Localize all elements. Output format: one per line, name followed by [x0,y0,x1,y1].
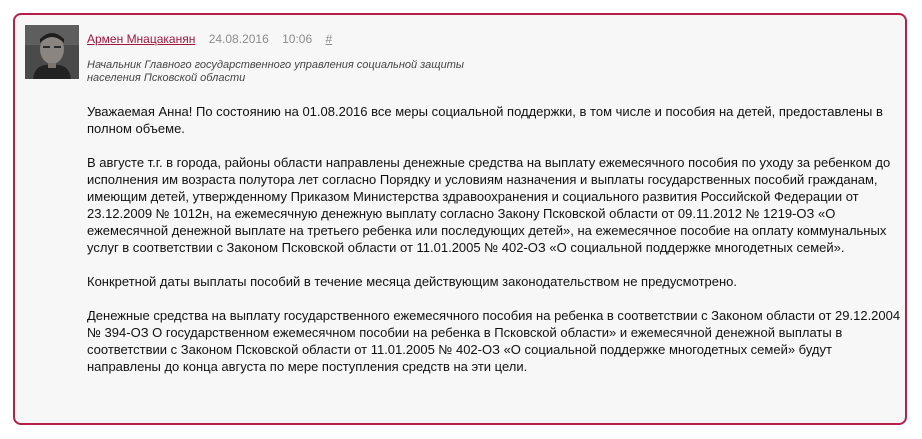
comment-paragraph: Уважаемая Анна! По состоянию на 01.08.2016 все меры социальной поддержки, в том числе и пособия на детей, предоставлены в полном объеме. [87,104,883,136]
comment-header [87,31,332,47]
comment-body [87,103,902,375]
comment-paragraph: В августе т.г. в города, районы области направлены денежные средства на выплату ежемесячного пособия по уходу за ребенком до исполнения им возраста полутора лет согласно Порядку и условиям назначения и выплаты государственных пособий гражданам, имеющим детей, утвержденному Приказом Министерства здравоохранения и социального развития Российской Федерации от 23.12.2009 № 1012н, на ежемесячную денежную выплату согласно Закону Псковской области от 09.11.2012 № 1219-ОЗ «О ежемесячной денежной выплате на третьего ребенка или последующих детей», на ежемесячное пособие на оплату коммунальных услуг в соответствии с Законом Псковской области от 11.01.2005 № 402-ОЗ «О социальной поддержке многодетных семей». [87,155,891,255]
comment-time: 10:06 [282,32,313,46]
avatar-photo-icon [25,25,79,79]
avatar[interactable] [25,25,79,79]
comment-date: 24.08.2016 [208,32,269,46]
author-link[interactable]: Армен Мнацаканян [87,32,196,46]
comment-card [13,13,907,425]
permalink-link[interactable]: # [325,32,333,46]
comment-paragraph: Конкретной даты выплаты пособий в течение месяца действующим законодательством не предусмотрено. [87,274,737,289]
comment-paragraph: Денежные средства на выплату государственного ежемесячного пособия на ребенка в соответствии с Законом области от 29.12.2004 № 394-ОЗ О государственном ежемесячном пособии на ребенка в Псковской области» и ежемесячной денежной выплаты в соответствии с Законом Псковской области от 11.01.2005 № 402-ОЗ «О социальной поддержке многодетных семей» будут направлены до конца августа по мере поступления средств на эти цели. [87,308,901,374]
author-position-line: Начальник Главного государственного управления социальной защиты [87,59,465,71]
author-position-line: населения Псковской области [87,72,246,84]
author-position [87,59,507,85]
